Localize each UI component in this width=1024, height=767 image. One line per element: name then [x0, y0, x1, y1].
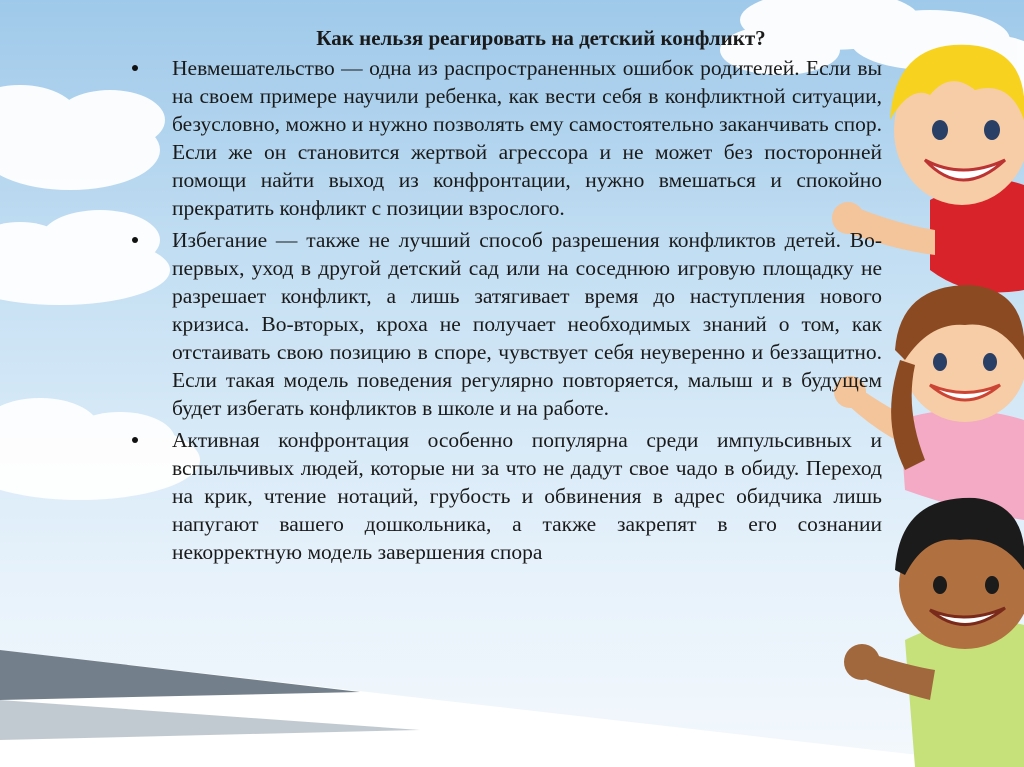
bullet-dot-icon	[132, 237, 138, 243]
bullet-dot-icon	[132, 65, 138, 71]
bullet-item	[130, 54, 882, 222]
slide-content	[130, 24, 882, 570]
slide-title: Как нельзя реагировать на детский конфликт?	[316, 26, 766, 50]
bullet-item	[130, 426, 882, 566]
bullet-text: Активная конфронтация особенно популярна среди импульсивных и вспыльчивых людей, которые ни за что не дадут свое чадо в обиду. Переход на крик, чтение нотаций, грубость и обвинения в адрес обидчика лишь напугают вашего дошкольника, а также закрепят в его сознании некорректную модель завершения спора	[172, 428, 882, 564]
bullet-list	[130, 54, 882, 566]
bullet-item	[130, 226, 882, 422]
bullet-dot-icon	[132, 437, 138, 443]
bullet-text: Невмешательство — одна из распространенных ошибок родителей. Если вы на своем примере научили ребенка, как вести себя в конфликтной ситуации, безусловно, можно и нужно позволять ему самостоятельно заканчивать спор. Если же он становится жертвой агрессора и не может без посторонней помощи найти выход из конфронтации, нужно вмешаться и спокойно прекратить конфликт с позиции взрослого.	[172, 56, 882, 220]
bullet-text: Избегание — также не лучший способ разрешения конфликтов детей. Во-первых, уход в другой детский сад или на соседнюю игровую площадку не разрешает конфликт, а лишь затягивает время до наступления нового кризиса. Во-вторых, кроха не получает необходимых знаний о том, как отстаивать свою позицию в споре, чувствует себя неуверенно и беззащитно. Если такая модель поведения регулярно повторяется, малыш и в будущем будет избегать конфликтов в школе и на работе.	[172, 228, 882, 420]
